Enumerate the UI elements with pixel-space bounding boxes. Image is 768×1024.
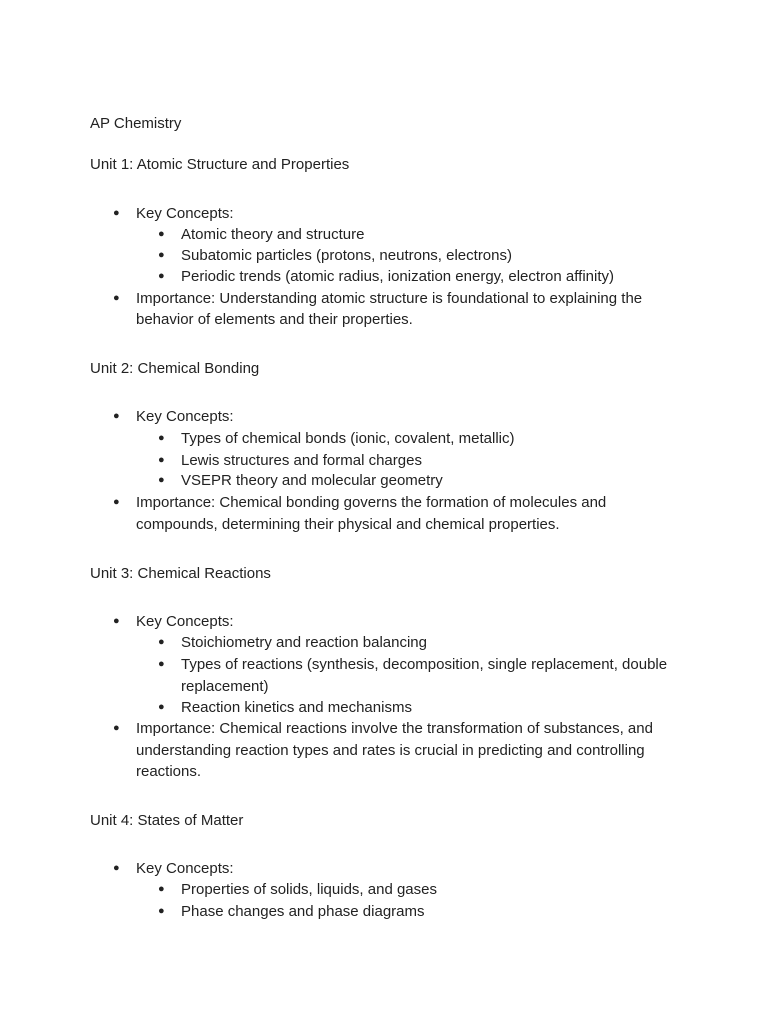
bullet-icon: ● — [113, 207, 120, 219]
bullet-icon: ● — [113, 862, 120, 874]
unit-4-heading: Unit 4: States of Matter — [90, 812, 244, 829]
list-item — [158, 245, 512, 266]
bullet-icon: ● — [158, 228, 165, 240]
bullet-icon: ● — [158, 432, 165, 444]
list-item — [158, 470, 443, 491]
importance-continuation: compounds, determining their physical and chemical properties. — [136, 516, 560, 533]
bullet-icon: ● — [158, 701, 165, 713]
list-item — [158, 879, 437, 900]
list-item — [158, 450, 422, 471]
list-item — [158, 697, 412, 718]
concept-text: VSEPR theory and molecular geometry — [181, 472, 443, 489]
concept-text: Phase changes and phase diagrams — [181, 903, 425, 920]
list-item — [158, 428, 515, 449]
bullet-icon: ● — [158, 905, 165, 917]
concept-text: Lewis structures and formal charges — [181, 452, 422, 469]
bullet-icon: ● — [158, 270, 165, 282]
unit-1-key-concepts — [113, 203, 234, 224]
bullet-icon: ● — [113, 615, 120, 627]
concept-text: Types of chemical bonds (ionic, covalent, metallic) — [181, 430, 515, 447]
concept-text: Reaction kinetics and mechanisms — [181, 699, 412, 716]
unit-1-heading: Unit 1: Atomic Structure and Properties — [90, 156, 350, 173]
bullet-icon: ● — [158, 883, 165, 895]
importance-text: Importance: Chemical reactions involve the transformation of substances, and — [136, 720, 653, 737]
key-concepts-label: Key Concepts: — [136, 613, 234, 630]
importance-text: Importance: Understanding atomic structure is foundational to explaining the — [136, 290, 643, 307]
list-item — [158, 901, 425, 922]
bullet-icon: ● — [113, 292, 120, 304]
unit-2-heading: Unit 2: Chemical Bonding — [90, 360, 260, 377]
list-item — [158, 266, 614, 287]
page-title: AP Chemistry — [90, 115, 182, 132]
unit-2-key-concepts — [113, 406, 234, 427]
bullet-icon: ● — [158, 249, 165, 261]
importance-continuation: behavior of elements and their properties. — [136, 311, 413, 328]
bullet-icon: ● — [158, 658, 165, 670]
unit-3-heading: Unit 3: Chemical Reactions — [90, 565, 271, 582]
list-item — [158, 224, 365, 245]
concept-text: Stoichiometry and reaction balancing — [181, 634, 427, 651]
importance-text: Importance: Chemical bonding governs the formation of molecules and — [136, 494, 607, 511]
bullet-icon: ● — [113, 496, 120, 508]
list-item — [158, 632, 427, 653]
key-concepts-label: Key Concepts: — [136, 860, 234, 877]
key-concepts-label: Key Concepts: — [136, 408, 234, 425]
concept-text: Atomic theory and structure — [181, 226, 365, 243]
bullet-icon: ● — [113, 722, 120, 734]
unit-3-importance — [113, 718, 653, 739]
bullet-icon: ● — [113, 410, 120, 422]
bullet-icon: ● — [158, 454, 165, 466]
importance-continuation: understanding reaction types and rates is crucial in predicting and controlling — [136, 742, 645, 759]
unit-3-key-concepts — [113, 611, 234, 632]
concept-text: Properties of solids, liquids, and gases — [181, 881, 437, 898]
unit-1-importance — [113, 288, 643, 309]
bullet-icon: ● — [158, 474, 165, 486]
concept-continuation: replacement) — [181, 678, 269, 695]
unit-4-key-concepts — [113, 858, 234, 879]
concept-text: Subatomic particles (protons, neutrons, electrons) — [181, 247, 512, 264]
concept-text: Periodic trends (atomic radius, ionization energy, electron affinity) — [181, 268, 614, 285]
key-concepts-label: Key Concepts: — [136, 205, 234, 222]
bullet-icon: ● — [158, 636, 165, 648]
importance-continuation: reactions. — [136, 763, 202, 780]
concept-text: Types of reactions (synthesis, decomposition, single replacement, double — [181, 656, 668, 673]
unit-2-importance — [113, 492, 607, 513]
list-item — [158, 654, 668, 675]
